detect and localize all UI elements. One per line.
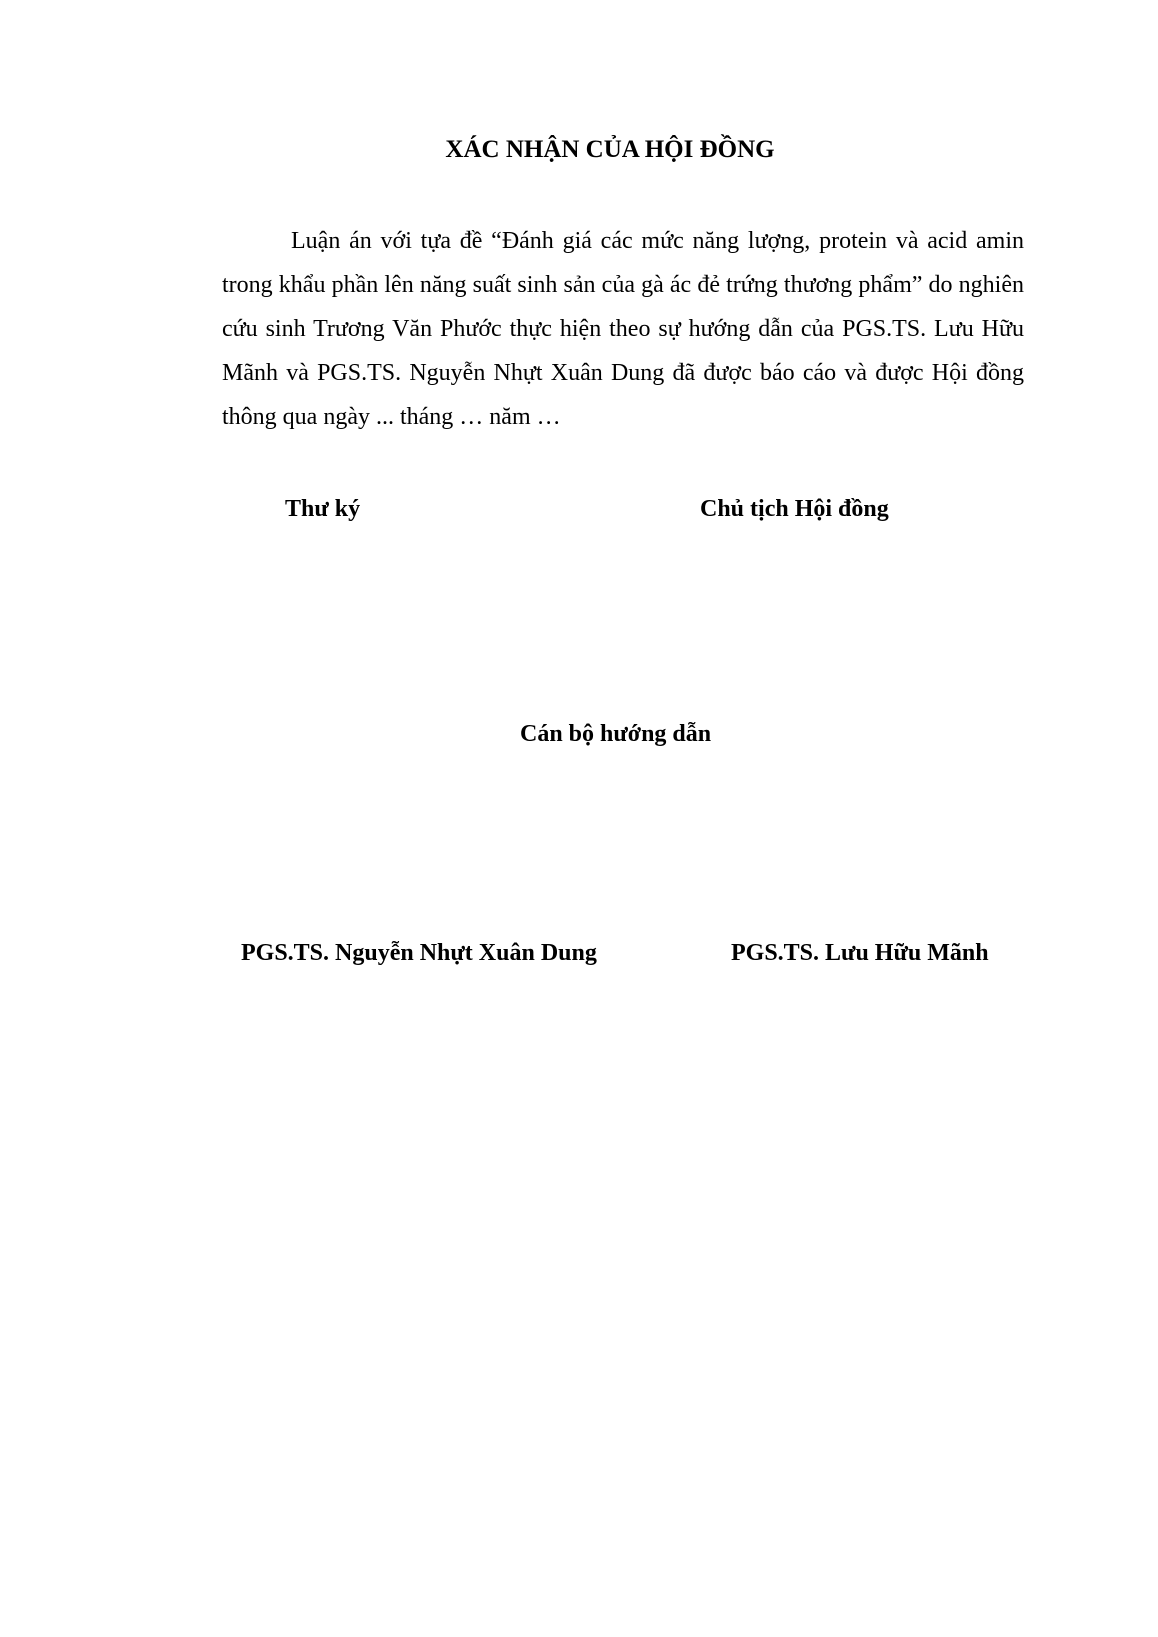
supervisor-label: Cán bộ hướng dẫn — [520, 721, 712, 747]
secretary-label: Thư ký — [285, 496, 361, 522]
page-title: XÁC NHẬN CỦA HỘI ĐỒNG — [445, 136, 775, 163]
supervisor-name-left: PGS.TS. Nguyễn Nhựt Xuân Dung — [241, 940, 597, 966]
confirmation-paragraph: Luận án với tựa đề “Đánh giá các mức năng lượng, protein và acid amin trong khẩu phần lên năng suất sinh sản của gà ác đẻ trứng thương phẩm” do nghiên cứu sinh Trương Văn Phước thực hiện theo sự hướng dẫn của PGS.TS. Lưu Hữu Mãnh và PGS.TS. Nguyễn Nhựt Xuân Dung đã được báo cáo và được Hội đồng thông qua ngày ... tháng … năm … — [222, 228, 1024, 430]
chair-label: Chủ tịch Hội đồng — [700, 496, 889, 522]
supervisor-name-right: PGS.TS. Lưu Hữu Mãnh — [731, 940, 989, 966]
